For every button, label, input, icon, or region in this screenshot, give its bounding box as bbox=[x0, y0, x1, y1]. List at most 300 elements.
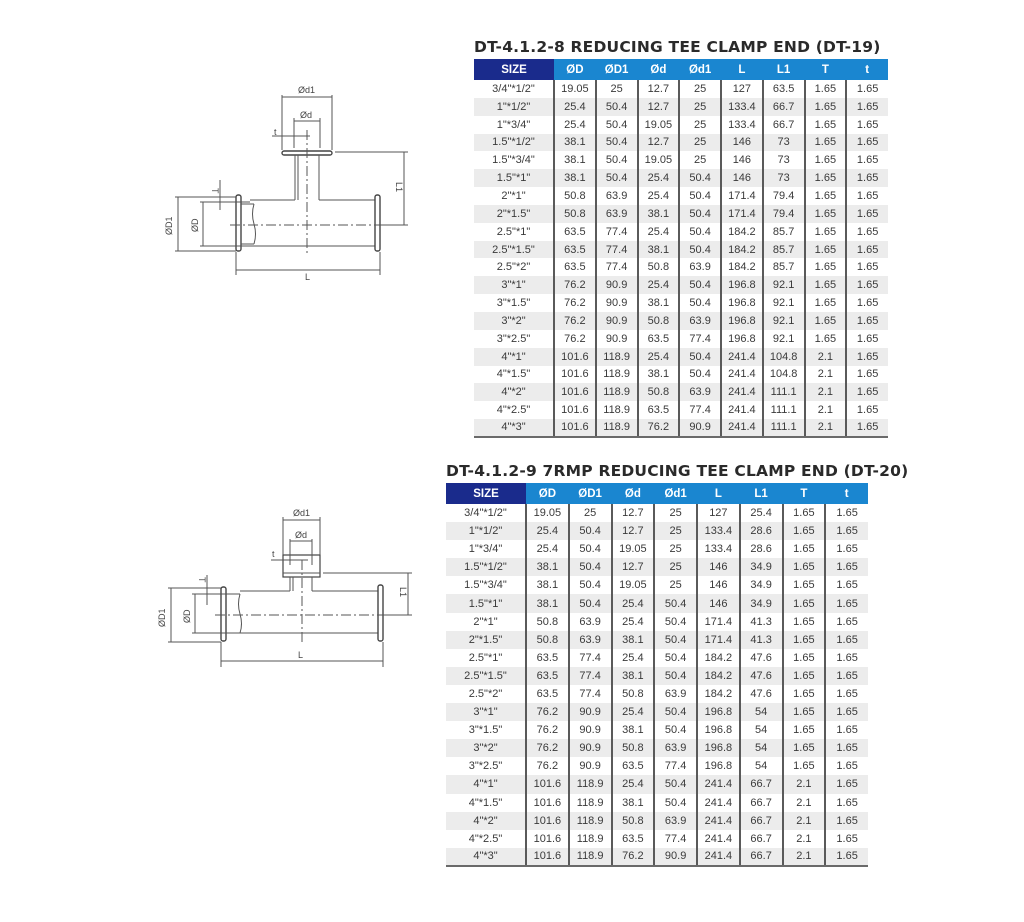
size-cell: 3/4"*1/2" bbox=[492, 82, 535, 95]
value-cell: 146 bbox=[721, 151, 763, 169]
value-cell: 66.7 bbox=[740, 830, 783, 848]
value-cell: 127 bbox=[697, 504, 740, 522]
value-cell: 73 bbox=[763, 151, 805, 169]
value-cell: 28.6 bbox=[740, 540, 783, 558]
table-row bbox=[474, 366, 888, 384]
value-cell: 101.6 bbox=[526, 830, 569, 848]
value-cell: 101.6 bbox=[526, 812, 569, 830]
value-cell: 63.9 bbox=[596, 187, 638, 205]
table-header-row bbox=[474, 59, 888, 80]
value-cell: 54 bbox=[740, 721, 783, 739]
value-cell: 25.4 bbox=[612, 703, 655, 721]
value-cell: 2.1 bbox=[783, 775, 826, 793]
value-cell: 50.4 bbox=[596, 98, 638, 116]
value-cell: 1.65 bbox=[783, 504, 826, 522]
value-cell: 196.8 bbox=[697, 739, 740, 757]
size-cell: 4"*3" bbox=[474, 419, 554, 437]
value-cell: 133.4 bbox=[721, 98, 763, 116]
value-cell: 90.9 bbox=[596, 312, 638, 330]
value-cell: 1.65 bbox=[805, 116, 847, 134]
value-cell: 118.9 bbox=[596, 366, 638, 384]
value-cell: 63.5 bbox=[763, 80, 805, 98]
value-cell: 76.2 bbox=[526, 703, 569, 721]
value-cell: 101.6 bbox=[526, 775, 569, 793]
value-cell: 50.4 bbox=[596, 169, 638, 187]
value-cell: 90.9 bbox=[596, 330, 638, 348]
size-cell: 1.5"*1/2" bbox=[474, 134, 554, 152]
value-cell: 1.65 bbox=[825, 576, 868, 594]
value-cell: 1.65 bbox=[825, 775, 868, 793]
value-cell: 63.9 bbox=[569, 631, 612, 649]
value-cell: 25.4 bbox=[526, 522, 569, 540]
value-cell: 77.4 bbox=[679, 330, 721, 348]
value-cell: 1.65 bbox=[805, 312, 847, 330]
value-cell: 1.65 bbox=[805, 276, 847, 294]
value-cell: 25.4 bbox=[554, 116, 596, 134]
value-cell: 47.6 bbox=[740, 685, 783, 703]
value-cell: 101.6 bbox=[554, 348, 596, 366]
value-cell: 133.4 bbox=[721, 116, 763, 134]
table-row bbox=[446, 576, 868, 594]
value-cell: 76.2 bbox=[526, 739, 569, 757]
value-cell: 12.7 bbox=[638, 80, 680, 98]
value-cell: 1.65 bbox=[783, 721, 826, 739]
label-d1: Ød1 bbox=[298, 85, 316, 95]
value-cell: 1.65 bbox=[825, 848, 868, 866]
column-header: t bbox=[825, 483, 868, 504]
value-cell: 2.1 bbox=[783, 830, 826, 848]
value-cell: 171.4 bbox=[721, 205, 763, 223]
value-cell: 54 bbox=[740, 739, 783, 757]
value-cell: 2.1 bbox=[805, 419, 847, 437]
value-cell: 196.8 bbox=[721, 312, 763, 330]
value-cell: 1.65 bbox=[846, 330, 888, 348]
value-cell: 25 bbox=[679, 80, 721, 98]
table-row bbox=[474, 134, 888, 152]
value-cell: 25 bbox=[654, 576, 697, 594]
value-cell: 38.1 bbox=[612, 794, 655, 812]
value-cell: 1.65 bbox=[846, 312, 888, 330]
size-cell: 3/4"*1/2" bbox=[464, 507, 507, 520]
column-header: ØD1 bbox=[569, 483, 612, 504]
value-cell: 171.4 bbox=[697, 613, 740, 631]
value-cell: 50.8 bbox=[612, 685, 655, 703]
label-d: Ød bbox=[295, 530, 308, 540]
label-L: L bbox=[305, 272, 311, 280]
value-cell: 133.4 bbox=[697, 540, 740, 558]
value-cell: 1.65 bbox=[846, 401, 888, 419]
value-cell: 50.4 bbox=[596, 116, 638, 134]
value-cell: 241.4 bbox=[721, 419, 763, 437]
value-cell: 1.65 bbox=[846, 276, 888, 294]
value-cell: 50.8 bbox=[612, 812, 655, 830]
value-cell: 25.4 bbox=[638, 187, 680, 205]
value-cell: 90.9 bbox=[596, 276, 638, 294]
value-cell: 76.2 bbox=[526, 757, 569, 775]
value-cell: 12.7 bbox=[638, 134, 680, 152]
value-cell: 1.65 bbox=[805, 80, 847, 98]
value-cell: 118.9 bbox=[569, 830, 612, 848]
value-cell: 92.1 bbox=[763, 294, 805, 312]
7rmp-reducing-tee-diagram bbox=[150, 505, 420, 680]
value-cell: 41.3 bbox=[740, 613, 783, 631]
value-cell: 25 bbox=[679, 116, 721, 134]
value-cell: 1.65 bbox=[846, 419, 888, 437]
value-cell: 1.65 bbox=[846, 223, 888, 241]
table-row bbox=[446, 775, 868, 793]
value-cell: 38.1 bbox=[526, 576, 569, 594]
value-cell: 25.4 bbox=[554, 98, 596, 116]
value-cell: 63.9 bbox=[679, 383, 721, 401]
value-cell: 104.8 bbox=[763, 348, 805, 366]
value-cell: 50.8 bbox=[638, 312, 680, 330]
table-row bbox=[446, 594, 868, 612]
value-cell: 50.4 bbox=[654, 613, 697, 631]
value-cell: 1.65 bbox=[805, 205, 847, 223]
value-cell: 50.4 bbox=[654, 649, 697, 667]
value-cell: 146 bbox=[697, 576, 740, 594]
value-cell: 1.65 bbox=[825, 504, 868, 522]
size-cell: 2.5"*2" bbox=[496, 261, 531, 274]
table-row bbox=[446, 794, 868, 812]
value-cell: 25 bbox=[596, 80, 638, 98]
table-row bbox=[446, 522, 868, 540]
table-row bbox=[474, 348, 888, 366]
value-cell: 50.8 bbox=[612, 739, 655, 757]
value-cell: 2.1 bbox=[783, 794, 826, 812]
table-row bbox=[446, 848, 868, 866]
size-cell: 3"*1" bbox=[474, 276, 554, 294]
value-cell: 63.9 bbox=[654, 812, 697, 830]
value-cell: 50.4 bbox=[679, 366, 721, 384]
size-cell: 1"*3/4" bbox=[496, 118, 531, 131]
value-cell: 50.4 bbox=[679, 223, 721, 241]
label-t: t bbox=[272, 549, 275, 559]
value-cell: 92.1 bbox=[763, 276, 805, 294]
value-cell: 63.5 bbox=[612, 830, 655, 848]
value-cell: 25.4 bbox=[612, 649, 655, 667]
table-row bbox=[474, 80, 888, 98]
value-cell: 25.4 bbox=[740, 504, 783, 522]
value-cell: 25.4 bbox=[638, 276, 680, 294]
value-cell: 1.65 bbox=[825, 703, 868, 721]
value-cell: 85.7 bbox=[763, 241, 805, 259]
size-cell: 4"*1.5" bbox=[468, 796, 503, 809]
value-cell: 63.5 bbox=[526, 667, 569, 685]
value-cell: 118.9 bbox=[596, 419, 638, 437]
value-cell: 77.4 bbox=[596, 241, 638, 259]
value-cell: 90.9 bbox=[569, 703, 612, 721]
value-cell: 111.1 bbox=[763, 401, 805, 419]
value-cell: 63.5 bbox=[638, 330, 680, 348]
value-cell: 63.9 bbox=[654, 739, 697, 757]
value-cell: 85.7 bbox=[763, 258, 805, 276]
value-cell: 118.9 bbox=[569, 775, 612, 793]
value-cell: 241.4 bbox=[721, 348, 763, 366]
value-cell: 1.65 bbox=[846, 258, 888, 276]
value-cell: 38.1 bbox=[554, 151, 596, 169]
value-cell: 241.4 bbox=[721, 366, 763, 384]
value-cell: 25 bbox=[679, 98, 721, 116]
size-cell: 1"*1/2" bbox=[474, 98, 554, 116]
table-row bbox=[474, 205, 888, 223]
table-row bbox=[446, 558, 868, 576]
value-cell: 127 bbox=[721, 80, 763, 98]
value-cell: 76.2 bbox=[638, 419, 680, 437]
value-cell: 25 bbox=[679, 151, 721, 169]
table-row bbox=[474, 98, 888, 116]
table-body bbox=[474, 80, 888, 437]
value-cell: 85.7 bbox=[763, 223, 805, 241]
value-cell: 241.4 bbox=[697, 794, 740, 812]
value-cell: 63.5 bbox=[526, 649, 569, 667]
column-header: L bbox=[697, 483, 740, 504]
label-D1: ØD1 bbox=[164, 216, 174, 235]
value-cell: 1.65 bbox=[805, 169, 847, 187]
value-cell: 1.65 bbox=[825, 631, 868, 649]
value-cell: 41.3 bbox=[740, 631, 783, 649]
value-cell: 38.1 bbox=[638, 294, 680, 312]
value-cell: 90.9 bbox=[679, 419, 721, 437]
value-cell: 1.65 bbox=[783, 631, 826, 649]
value-cell: 25.4 bbox=[612, 613, 655, 631]
value-cell: 1.65 bbox=[846, 134, 888, 152]
value-cell: 1.65 bbox=[783, 558, 826, 576]
value-cell: 1.65 bbox=[846, 241, 888, 259]
value-cell: 63.5 bbox=[554, 241, 596, 259]
size-cell: 1.5"*3/4" bbox=[492, 154, 535, 167]
value-cell: 1.65 bbox=[846, 205, 888, 223]
value-cell: 241.4 bbox=[697, 812, 740, 830]
value-cell: 133.4 bbox=[697, 522, 740, 540]
size-cell: 1.5"*1" bbox=[446, 594, 526, 612]
value-cell: 50.4 bbox=[679, 241, 721, 259]
value-cell: 50.4 bbox=[569, 558, 612, 576]
value-cell: 1.65 bbox=[805, 134, 847, 152]
table-row bbox=[474, 294, 888, 312]
table-row bbox=[446, 667, 868, 685]
value-cell: 101.6 bbox=[554, 401, 596, 419]
value-cell: 90.9 bbox=[596, 294, 638, 312]
label-D1: ØD1 bbox=[157, 608, 167, 627]
table-row bbox=[446, 631, 868, 649]
size-cell: 3"*1.5" bbox=[496, 297, 531, 310]
value-cell: 76.2 bbox=[554, 312, 596, 330]
value-cell: 146 bbox=[697, 558, 740, 576]
value-cell: 50.4 bbox=[679, 276, 721, 294]
value-cell: 50.4 bbox=[679, 294, 721, 312]
value-cell: 25 bbox=[679, 134, 721, 152]
label-L: L bbox=[298, 650, 304, 660]
table-row bbox=[446, 504, 868, 522]
value-cell: 1.65 bbox=[825, 594, 868, 612]
value-cell: 50.8 bbox=[526, 613, 569, 631]
value-cell: 38.1 bbox=[612, 721, 655, 739]
value-cell: 38.1 bbox=[612, 631, 655, 649]
value-cell: 1.65 bbox=[825, 812, 868, 830]
value-cell: 50.4 bbox=[679, 205, 721, 223]
value-cell: 66.7 bbox=[740, 794, 783, 812]
value-cell: 184.2 bbox=[697, 649, 740, 667]
value-cell: 118.9 bbox=[569, 848, 612, 866]
value-cell: 66.7 bbox=[763, 116, 805, 134]
size-cell: 4"*3" bbox=[446, 848, 526, 866]
value-cell: 77.4 bbox=[569, 667, 612, 685]
value-cell: 1.65 bbox=[825, 721, 868, 739]
value-cell: 66.7 bbox=[763, 98, 805, 116]
value-cell: 25.4 bbox=[638, 223, 680, 241]
value-cell: 66.7 bbox=[740, 812, 783, 830]
value-cell: 50.4 bbox=[654, 721, 697, 739]
value-cell: 92.1 bbox=[763, 330, 805, 348]
value-cell: 1.65 bbox=[805, 294, 847, 312]
value-cell: 101.6 bbox=[554, 419, 596, 437]
value-cell: 2.1 bbox=[805, 366, 847, 384]
value-cell: 50.4 bbox=[569, 594, 612, 612]
value-cell: 12.7 bbox=[612, 522, 655, 540]
value-cell: 1.65 bbox=[783, 739, 826, 757]
value-cell: 50.4 bbox=[654, 703, 697, 721]
table-row bbox=[446, 830, 868, 848]
value-cell: 1.65 bbox=[783, 594, 826, 612]
value-cell: 34.9 bbox=[740, 576, 783, 594]
value-cell: 1.65 bbox=[805, 330, 847, 348]
value-cell: 241.4 bbox=[697, 775, 740, 793]
value-cell: 50.4 bbox=[679, 169, 721, 187]
label-d: Ød bbox=[300, 110, 313, 120]
value-cell: 1.65 bbox=[825, 739, 868, 757]
value-cell: 101.6 bbox=[526, 794, 569, 812]
size-cell: 2.5"*1" bbox=[468, 651, 503, 664]
size-cell: 4"*2" bbox=[446, 812, 526, 830]
value-cell: 111.1 bbox=[763, 419, 805, 437]
label-L1: L1 bbox=[394, 182, 404, 193]
value-cell: 1.65 bbox=[783, 540, 826, 558]
value-cell: 76.2 bbox=[526, 721, 569, 739]
column-header: L1 bbox=[763, 59, 805, 80]
size-cell: 1.5"*1/2" bbox=[446, 558, 526, 576]
value-cell: 50.4 bbox=[654, 594, 697, 612]
value-cell: 146 bbox=[721, 134, 763, 152]
value-cell: 1.65 bbox=[783, 685, 826, 703]
table-row bbox=[446, 757, 868, 775]
value-cell: 1.65 bbox=[805, 223, 847, 241]
size-cell: 3"*1" bbox=[446, 703, 526, 721]
value-cell: 77.4 bbox=[654, 757, 697, 775]
reducing-tee-diagram bbox=[150, 80, 420, 280]
value-cell: 12.7 bbox=[638, 98, 680, 116]
value-cell: 111.1 bbox=[763, 383, 805, 401]
value-cell: 50.4 bbox=[569, 540, 612, 558]
value-cell: 1.65 bbox=[825, 649, 868, 667]
value-cell: 1.65 bbox=[783, 703, 826, 721]
value-cell: 50.4 bbox=[569, 522, 612, 540]
value-cell: 25 bbox=[654, 558, 697, 576]
size-cell: 3"*2" bbox=[446, 739, 526, 757]
value-cell: 38.1 bbox=[526, 594, 569, 612]
value-cell: 1.65 bbox=[825, 685, 868, 703]
spec-table-dt19 bbox=[474, 59, 888, 438]
value-cell: 1.65 bbox=[846, 98, 888, 116]
size-cell: 1"*3/4" bbox=[468, 543, 503, 556]
value-cell: 196.8 bbox=[721, 294, 763, 312]
value-cell: 1.65 bbox=[846, 151, 888, 169]
column-header: Ød1 bbox=[679, 59, 721, 80]
value-cell: 50.4 bbox=[654, 794, 697, 812]
table-body bbox=[446, 504, 868, 866]
value-cell: 90.9 bbox=[569, 721, 612, 739]
value-cell: 2.1 bbox=[805, 348, 847, 366]
table-row bbox=[474, 383, 888, 401]
column-header: ØD1 bbox=[596, 59, 638, 80]
value-cell: 196.8 bbox=[697, 703, 740, 721]
value-cell: 118.9 bbox=[569, 794, 612, 812]
value-cell: 101.6 bbox=[554, 383, 596, 401]
value-cell: 77.4 bbox=[596, 223, 638, 241]
value-cell: 196.8 bbox=[697, 757, 740, 775]
value-cell: 90.9 bbox=[654, 848, 697, 866]
column-header: T bbox=[805, 59, 847, 80]
value-cell: 12.7 bbox=[612, 504, 655, 522]
value-cell: 63.9 bbox=[654, 685, 697, 703]
column-header: t bbox=[846, 59, 888, 80]
table-row bbox=[446, 649, 868, 667]
value-cell: 19.05 bbox=[612, 576, 655, 594]
value-cell: 25.4 bbox=[638, 348, 680, 366]
column-header: T bbox=[783, 483, 826, 504]
table-row bbox=[446, 703, 868, 721]
value-cell: 25.4 bbox=[526, 540, 569, 558]
value-cell: 77.4 bbox=[596, 258, 638, 276]
value-cell: 50.4 bbox=[654, 775, 697, 793]
value-cell: 12.7 bbox=[612, 558, 655, 576]
size-cell: 4"*2" bbox=[474, 383, 554, 401]
table-row bbox=[474, 401, 888, 419]
value-cell: 2.1 bbox=[783, 812, 826, 830]
value-cell: 63.9 bbox=[679, 312, 721, 330]
value-cell: 171.4 bbox=[697, 631, 740, 649]
size-cell: 1.5"*3/4" bbox=[464, 579, 507, 592]
value-cell: 50.8 bbox=[638, 258, 680, 276]
value-cell: 50.4 bbox=[654, 667, 697, 685]
value-cell: 118.9 bbox=[596, 383, 638, 401]
table-row bbox=[446, 613, 868, 631]
table-row bbox=[446, 739, 868, 757]
value-cell: 1.65 bbox=[825, 522, 868, 540]
value-cell: 196.8 bbox=[697, 721, 740, 739]
value-cell: 101.6 bbox=[554, 366, 596, 384]
value-cell: 92.1 bbox=[763, 312, 805, 330]
label-D: ØD bbox=[182, 609, 192, 623]
size-cell: 4"*2.5" bbox=[468, 832, 503, 845]
table-row bbox=[446, 721, 868, 739]
value-cell: 50.8 bbox=[554, 187, 596, 205]
table-row bbox=[474, 169, 888, 187]
label-L1: L1 bbox=[398, 587, 408, 598]
value-cell: 76.2 bbox=[554, 330, 596, 348]
value-cell: 63.5 bbox=[554, 223, 596, 241]
value-cell: 184.2 bbox=[721, 241, 763, 259]
value-cell: 77.4 bbox=[654, 830, 697, 848]
label-T: T bbox=[197, 577, 207, 583]
value-cell: 38.1 bbox=[612, 667, 655, 685]
value-cell: 1.65 bbox=[825, 558, 868, 576]
label-t: t bbox=[274, 127, 277, 137]
table-row bbox=[474, 419, 888, 437]
value-cell: 2.1 bbox=[805, 383, 847, 401]
value-cell: 79.4 bbox=[763, 187, 805, 205]
value-cell: 50.8 bbox=[638, 383, 680, 401]
